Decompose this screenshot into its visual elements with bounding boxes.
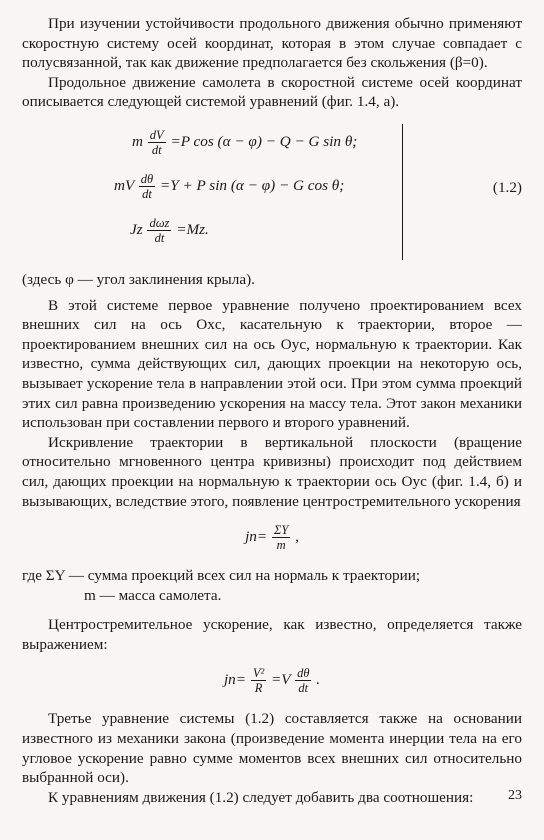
where-line-1: где ΣY — сумма проекций всех сил на нормаль к траектории; xyxy=(22,567,421,585)
equation-1 xyxy=(132,128,357,157)
paragraph-intro: При изучении устойчивости продольного движения обычно применяют скоростную систему осей координат, которая в этом случае совпадает с полусвязанной, так как движение предполагается без скольжения (β=0). xyxy=(22,15,522,72)
where-line-2: m — масса самолета. xyxy=(84,586,222,604)
equation-3 xyxy=(130,216,209,245)
paragraph-centripetal: Центростремительное ускорение, как известно, определяется также выражением: xyxy=(22,616,522,653)
paragraph-curvature: Искривление траектории в вертикальной плоскости (вращение относительно мгновенного центра кривизны) происходит под действием сил, дающих проекции на нормальную к траектории ось Oyc (фиг. 1.4, б) и вызывающих, вследствие этого, появление центростремительного ускорения xyxy=(22,433,522,510)
paragraph-projection: В этой системе первое уравнение получено проектированием всех внешних сил на ось Oxc, касательную к траектории, второе — проектированием внешних сил на ось Oyc, нормальную к траектории. Как известно, сумма действующих сил, дающих проекции на некоторую ось, вызывает ускорение тела в направлении этой оси. При этом сумма проекций этих сил равна произведению ускорения на массу тела. Этот закон механики использован при составлении первого и второго уравнений. xyxy=(22,296,522,432)
paragraph-system-intro: Продольное движение самолета в скоростной системе осей координат описывается следующей системой уравнений (фиг. 1.4, а). xyxy=(22,73,522,111)
equation-system xyxy=(22,122,522,264)
system-brace xyxy=(396,124,403,260)
eq1-right: =P cos (α − φ) − Q − G sin θ; xyxy=(170,132,358,150)
note-phi: (здесь φ — угол заклинения крыла). xyxy=(22,270,255,288)
eq2-right: =Y + P sin (α − φ) − G cos θ; xyxy=(159,176,345,194)
eq1-left: m xyxy=(132,132,143,150)
eq3-left: Jz xyxy=(130,220,143,238)
eq3-right: =Mz. xyxy=(176,220,209,238)
page-content xyxy=(22,14,522,807)
equation-2 xyxy=(114,172,344,201)
equation-number: (1.2) xyxy=(492,178,522,196)
eq3-fraction: $\frac{\text{dωz}}{dt}$ xyxy=(149,215,170,245)
paragraph-add-relations: К уравнениям движения (1.2) следует добавить два соотношения: xyxy=(48,788,474,806)
eq2-fraction: $\frac{d\theta}{dt}$ xyxy=(140,171,154,201)
eq2-left: mV xyxy=(114,176,134,194)
page-number: 23 xyxy=(508,788,522,804)
formula-centripetal-2: jn= $\frac{\text{V²}}{R}$ =V $\frac{d\theta}{dt}$ . xyxy=(223,666,321,696)
paragraph-third-equation: Третье уравнение системы (1.2) составляется также на основании известного из механики закона (произведение момента инерции тела на его угловое ускорение равно сумме моментов всех внешних сил относительно выбранной оси). xyxy=(22,710,522,787)
formula-centripetal-1: jn= $\frac{\Sigma Y}{m}$ , xyxy=(245,523,299,553)
eq1-fraction: $\frac{dV}{dt}$ xyxy=(149,127,164,157)
